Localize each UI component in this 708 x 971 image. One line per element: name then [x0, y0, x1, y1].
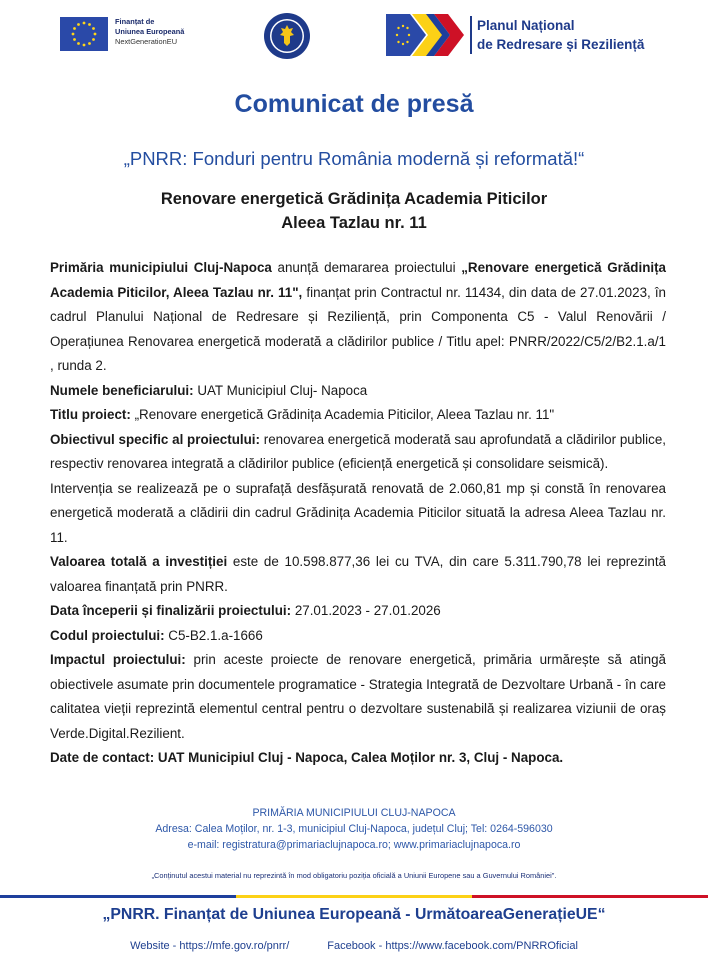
intro-bold-2: „Renovare energetică Grădinița Academia Piticilor, Aleea Tazlau nr. 11",: [50, 260, 667, 300]
institution-address: Adresa: Calea Moților, nr. 1-3, municipiul Cluj-Napoca, județul Cluj; Tel: 0264-596030: [155, 823, 553, 835]
dates-value: 27.01.2023 - 27.01.2026: [291, 603, 441, 618]
press-release-body: [50, 256, 666, 771]
value-label: Valoarea totală a investiției: [50, 554, 228, 569]
eu-line3: NextGenerationEU: [115, 37, 178, 46]
contact-paragraph: [50, 746, 666, 771]
eu-funding-logo: [60, 17, 184, 51]
project-title-line1: Renovare energetică Grădinița Academia Piticilor: [160, 190, 548, 208]
beneficiary-paragraph: [50, 379, 666, 404]
project-title-paragraph: [50, 403, 666, 428]
intro-text-1: anunță demararea proiectului: [271, 260, 462, 275]
page-subtitle: „PNRR: Fonduri pentru România modernă și reformată!“: [123, 148, 585, 169]
institution-name: PRIMĂRIA MUNICIPIULUI CLUJ-NAPOCA: [252, 807, 456, 819]
objective-label: Obiectivul specific al proiectului:: [50, 431, 260, 447]
disclaimer: „Conținutul acestui material nu reprezintă în mod obligatoriu poziția oficială a Uniunii Europene sau a Guvernului României".: [151, 871, 557, 880]
divider-yellow: [236, 895, 472, 898]
intro-text-2: finanțat prin Contractul nr. 11434, din data de 27.01.2023, în cadrul Planului Național de Redresare și Reziliență, prin Componenta C5 - Valul Renovării / Operațiunea Renovarea energetică moderată a clădirilor publice / Titlu apel: PNRR/2022/C5/2/B2.1.a/1 , runda 2.: [50, 284, 667, 373]
pnrr-line1: Planul Național: [477, 18, 575, 33]
code-label: Codul proiectului:: [50, 627, 165, 643]
government-seal-icon: [263, 12, 311, 60]
facebook-link[interactable]: Facebook - https://www.facebook.com/PNRROficial: [327, 940, 578, 952]
institution-footer: [0, 805, 708, 853]
pnrr-logo: [386, 14, 644, 56]
contact-text: Date de contact: UAT Municipiul Cluj - Napoca, Calea Moților nr. 3, Cluj - Napoca.: [50, 750, 564, 765]
intervention-paragraph: Intervenția se realizează pe o suprafață desfășurată renovată de 2.060,81 mp și constă în renovarea energetică moderată a clădirii din cadrul Grădinița Academia Piticilor situată la adresa Aleea Tazlau nr. 11.: [50, 480, 666, 545]
beneficiary-value: UAT Municipiul Cluj- Napoca: [193, 382, 368, 398]
code-value: C5-B2.1.a-1666: [164, 627, 263, 643]
intro-paragraph: [50, 256, 666, 379]
eu-flag-icon: [60, 17, 108, 51]
footer-links: [0, 940, 708, 952]
pnrr-line2: de Redresare și Reziliență: [477, 37, 645, 52]
institution-email[interactable]: e-mail: registratura@primariaclujnapoca.ro; www.primariaclujnapoca.ro: [187, 839, 521, 851]
impact-paragraph: [50, 648, 666, 746]
tricolor-divider: [0, 895, 708, 898]
objective-paragraph: [50, 428, 666, 477]
pnrr-slogan: „PNRR. Finanțat de Uniunea Europeană - UrmătoareaGenerațieUE“: [102, 906, 606, 923]
divider-red: [472, 895, 708, 898]
page-title: Comunicat de presă: [234, 90, 474, 118]
divider-blue: [0, 895, 236, 898]
impact-label: Impactul proiectului:: [50, 652, 186, 667]
impact-value: prin aceste proiecte de renovare energetică, primăria urmărește să atingă obiectivele asumate prin documentele programatice - Strategia Integrată de Dezvoltare Urbană - în care calitatea vieții reprezintă elementul central pentru o dezvoltare sustenabilă și realizarea viziunii de oraș Verde.Digital.Rezilient.: [50, 652, 667, 741]
project-value: „Renovare energetică Grădinița Academia Piticilor, Aleea Tazlau nr. 11": [130, 407, 555, 422]
website-link[interactable]: Website - https://mfe.gov.ro/pnrr/: [130, 940, 290, 952]
project-title-line2: Aleea Tazlau nr. 11: [281, 214, 427, 232]
value-value: este de 10.598.877,36 lei cu TVA, din care 5.311.790,78 lei reprezintă valoarea finanțată prin PNRR.: [50, 554, 666, 594]
project-label: Titlu proiect:: [50, 407, 131, 422]
pnrr-logo-text: [470, 16, 644, 54]
value-paragraph: [50, 550, 666, 599]
dates-paragraph: [50, 599, 666, 624]
intro-bold-1: Primăria municipiului Cluj-Napoca: [50, 260, 272, 275]
eu-line1: Finanțat de: [115, 17, 155, 26]
dates-label: Data începerii și finalizării proiectului:: [50, 603, 292, 618]
pnrr-flag-arrows-icon: [386, 14, 464, 56]
eu-logo-text: [115, 17, 184, 47]
page-header: [0, 0, 708, 80]
code-paragraph: [50, 624, 666, 649]
beneficiary-label: Numele beneficiarului:: [50, 382, 194, 398]
eu-line2: Uniunea Europeană: [115, 27, 185, 36]
project-title: [0, 187, 708, 235]
objective-value: renovarea energetică moderată sau aprofundată a clădirilor publice, respectiv renovarea integrată a clădirilor publice (eficiență energetică și consolidare seismică).: [50, 431, 666, 471]
